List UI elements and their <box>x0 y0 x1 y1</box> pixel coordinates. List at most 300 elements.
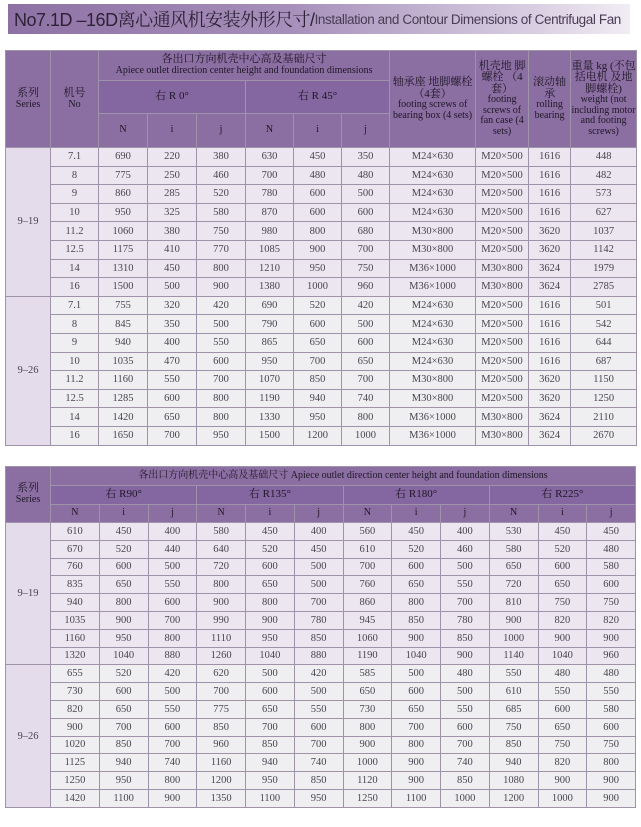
table-row <box>6 185 637 204</box>
table-cell: 1350 <box>197 789 246 807</box>
table-cell: 480 <box>441 665 490 683</box>
table-cell: 650 <box>538 718 587 736</box>
table-cell: 940 <box>489 754 538 772</box>
table-cell: 945 <box>343 611 392 629</box>
table-cell: 3620 <box>529 240 571 259</box>
table-row <box>6 540 636 558</box>
table-cell: 610 <box>51 523 100 541</box>
table-cell: 1500 <box>99 278 148 297</box>
table-cell: M20×500 <box>476 296 529 315</box>
table-cell: 530 <box>489 523 538 541</box>
header-rolling-bearing: 滚动轴承 rolling bearing <box>529 51 571 148</box>
table-cell: 650 <box>99 700 148 718</box>
table-cell: 600 <box>99 558 148 576</box>
table-cell: 650 <box>148 408 197 427</box>
table-cell: 800 <box>148 772 197 790</box>
table-cell: M30×800 <box>390 222 476 241</box>
table-row <box>6 296 637 315</box>
table-cell: 700 <box>392 718 441 736</box>
header-i: i <box>99 505 148 523</box>
dimensions-table-r90-r225 <box>5 466 636 808</box>
table-cell: 700 <box>441 594 490 612</box>
table-cell: 610 <box>489 683 538 701</box>
table-cell: 650 <box>246 576 295 594</box>
table-cell: 1085 <box>246 240 294 259</box>
table-cell: 8 <box>51 166 99 185</box>
table-cell: 550 <box>441 700 490 718</box>
table-cell: 865 <box>246 333 294 352</box>
table-cell: 800 <box>99 594 148 612</box>
table-cell: 1979 <box>571 259 637 278</box>
table-cell: 1000 <box>294 278 342 297</box>
table-cell: 600 <box>148 389 197 408</box>
table-row <box>6 718 636 736</box>
series-cell: 9–26 <box>6 296 51 445</box>
table-cell: 520 <box>99 665 148 683</box>
table-cell: 900 <box>392 629 441 647</box>
table-cell: M20×500 <box>476 333 529 352</box>
table-cell: 760 <box>51 558 100 576</box>
table-row <box>6 754 636 772</box>
title-cn: No7.1D –16D离心通风机安装外形尺寸/ <box>14 10 315 30</box>
table-cell: 940 <box>99 333 148 352</box>
table-row <box>6 665 636 683</box>
table-cell: 3620 <box>529 371 571 390</box>
table-cell: M24×630 <box>390 148 476 167</box>
table-cell: 650 <box>538 576 587 594</box>
table-cell: 480 <box>342 166 390 185</box>
table-cell: 940 <box>294 389 342 408</box>
table-cell: 11.2 <box>51 222 99 241</box>
table-cell: 2670 <box>571 426 637 445</box>
table-cell: 16 <box>51 278 99 297</box>
table-cell: 880 <box>148 647 197 665</box>
table-cell: 644 <box>571 333 637 352</box>
header-n: N <box>489 505 538 523</box>
table-row <box>6 333 637 352</box>
table-cell: 3624 <box>529 278 571 297</box>
table-cell: 950 <box>294 408 342 427</box>
table-cell: 780 <box>246 185 294 204</box>
table-cell: 1040 <box>246 647 295 665</box>
table-cell: 500 <box>294 558 343 576</box>
header-j: j <box>294 505 343 523</box>
table-cell: 500 <box>392 665 441 683</box>
table-cell: 600 <box>294 718 343 736</box>
table-cell: 800 <box>197 259 246 278</box>
table-cell: 480 <box>538 665 587 683</box>
table-cell: 845 <box>99 315 148 334</box>
table-cell: 950 <box>99 629 148 647</box>
series-cell: 9–26 <box>6 665 51 807</box>
table-cell: 700 <box>294 594 343 612</box>
table-cell: 700 <box>246 718 295 736</box>
table-cell: 600 <box>148 594 197 612</box>
header-r45: 右 R 45° <box>246 81 390 114</box>
table-cell: M24×630 <box>390 203 476 222</box>
header-r90: 右 R90° <box>51 486 197 505</box>
dimensions-table-r0-r45 <box>5 50 637 446</box>
table-cell: 800 <box>343 718 392 736</box>
table-cell: 1125 <box>51 754 100 772</box>
table-cell: 550 <box>148 576 197 594</box>
table-cell: 775 <box>99 166 148 185</box>
table-cell: M20×500 <box>476 315 529 334</box>
table-cell: 670 <box>51 540 100 558</box>
table-cell: 820 <box>587 611 636 629</box>
header-n: N <box>343 505 392 523</box>
table-cell: M20×500 <box>476 240 529 259</box>
table-cell: 500 <box>441 558 490 576</box>
table-cell: 1100 <box>246 789 295 807</box>
table-cell: 600 <box>99 683 148 701</box>
table-cell: 640 <box>197 540 246 558</box>
table-row <box>6 523 636 541</box>
table-cell: 730 <box>51 683 100 701</box>
table-row <box>6 203 637 222</box>
table-cell: 880 <box>294 647 343 665</box>
table-cell: 1060 <box>99 222 148 241</box>
table-cell: 700 <box>148 611 197 629</box>
table-cell: 850 <box>294 371 342 390</box>
table-cell: 1380 <box>246 278 294 297</box>
table-cell: 1330 <box>246 408 294 427</box>
table-cell: 1200 <box>197 772 246 790</box>
table-cell: 600 <box>587 576 636 594</box>
table-cell: 820 <box>538 754 587 772</box>
table-cell: M36×1000 <box>390 259 476 278</box>
table-cell: 850 <box>246 736 295 754</box>
table-cell: 400 <box>441 523 490 541</box>
table-cell: 1210 <box>246 259 294 278</box>
table-cell: 550 <box>197 333 246 352</box>
table-cell: 850 <box>441 629 490 647</box>
table-cell: 550 <box>489 665 538 683</box>
table-cell: 500 <box>441 683 490 701</box>
table-cell: 960 <box>587 647 636 665</box>
header-i: i <box>392 505 441 523</box>
table-cell: 500 <box>148 278 197 297</box>
table-cell: 1035 <box>99 352 148 371</box>
table-cell: M24×630 <box>390 333 476 352</box>
table-cell: 1020 <box>51 736 100 754</box>
table-cell: 700 <box>342 240 390 259</box>
table-cell: 850 <box>294 772 343 790</box>
header-r0: 右 R 0° <box>99 81 246 114</box>
table-cell: M36×1000 <box>390 408 476 427</box>
table-row <box>6 576 636 594</box>
table-cell: 2785 <box>571 278 637 297</box>
table-cell: 820 <box>538 611 587 629</box>
table-cell: 400 <box>294 523 343 541</box>
table-cell: 900 <box>587 629 636 647</box>
table-row <box>6 408 637 427</box>
table-cell: M30×800 <box>476 408 529 427</box>
table-cell: 450 <box>246 523 295 541</box>
table-cell: 800 <box>392 736 441 754</box>
table-cell: 482 <box>571 166 637 185</box>
table-cell: 720 <box>489 576 538 594</box>
table-cell: 900 <box>148 789 197 807</box>
table-cell: 850 <box>197 718 246 736</box>
table-cell: 450 <box>148 259 197 278</box>
table-cell: 900 <box>392 772 441 790</box>
table-cell: M30×800 <box>390 240 476 259</box>
table-cell: 2110 <box>571 408 637 427</box>
table-cell: 250 <box>148 166 197 185</box>
table-cell: 950 <box>294 259 342 278</box>
header-n: N <box>99 114 148 148</box>
table-cell: M20×500 <box>476 203 529 222</box>
table-cell: 14 <box>51 259 99 278</box>
table-cell: 585 <box>343 665 392 683</box>
table-cell: 1260 <box>197 647 246 665</box>
table-cell: 900 <box>343 736 392 754</box>
table-cell: 1037 <box>571 222 637 241</box>
table-cell: 600 <box>294 315 342 334</box>
table-cell: 650 <box>294 333 342 352</box>
series-cell: 9–19 <box>6 148 51 297</box>
table-row <box>6 240 637 259</box>
header-n: N <box>246 114 294 148</box>
table-cell: 600 <box>441 718 490 736</box>
header-j: j <box>441 505 490 523</box>
table-cell: 780 <box>294 611 343 629</box>
table-cell: 1160 <box>197 754 246 772</box>
table-cell: 580 <box>197 203 246 222</box>
table-cell: M30×800 <box>476 259 529 278</box>
table-cell: 500 <box>294 576 343 594</box>
table-cell: 700 <box>148 736 197 754</box>
table-cell: 1616 <box>529 166 571 185</box>
table-cell: 900 <box>587 772 636 790</box>
table-cell: 1080 <box>489 772 538 790</box>
table-cell: M20×500 <box>476 185 529 204</box>
header-no: 机号 No <box>51 51 99 148</box>
table-row <box>6 371 637 390</box>
table-cell: 775 <box>197 700 246 718</box>
table-cell: 600 <box>148 718 197 736</box>
table-cell: 1500 <box>246 426 294 445</box>
table-cell: 1000 <box>489 629 538 647</box>
table-cell: 600 <box>246 683 295 701</box>
table-cell: M30×800 <box>476 426 529 445</box>
table-cell: M20×500 <box>476 352 529 371</box>
table-cell: 550 <box>441 576 490 594</box>
table-cell: 900 <box>197 594 246 612</box>
table-cell: 600 <box>392 683 441 701</box>
table-cell: M30×800 <box>476 278 529 297</box>
table-cell: 850 <box>294 629 343 647</box>
table-row <box>6 700 636 718</box>
table-cell: 3624 <box>529 408 571 427</box>
table-cell: 450 <box>294 148 342 167</box>
table-cell: M20×500 <box>476 166 529 185</box>
table-row <box>6 736 636 754</box>
title-en: Installation and Contour Dimensions of Centrifugal Fan <box>314 11 621 27</box>
table-cell: 950 <box>99 772 148 790</box>
table-cell: 400 <box>148 333 197 352</box>
table-cell: 740 <box>441 754 490 772</box>
table-cell: 1070 <box>246 371 294 390</box>
table-cell: 600 <box>197 352 246 371</box>
table-cell: 1616 <box>529 333 571 352</box>
table-cell: 501 <box>571 296 637 315</box>
table-cell: 580 <box>587 558 636 576</box>
table-cell: 700 <box>342 371 390 390</box>
table-cell: 600 <box>294 185 342 204</box>
table-cell: 7.1 <box>51 148 99 167</box>
table-row <box>6 789 636 807</box>
table-cell: 450 <box>392 523 441 541</box>
table-cell: 800 <box>197 389 246 408</box>
table-cell: 730 <box>343 700 392 718</box>
table-cell: 1420 <box>51 789 100 807</box>
table-cell: 1000 <box>538 789 587 807</box>
table-cell: 520 <box>197 185 246 204</box>
table-cell: 800 <box>392 594 441 612</box>
table-cell: 850 <box>392 611 441 629</box>
table-cell: 750 <box>342 259 390 278</box>
table-cell: 410 <box>148 240 197 259</box>
header-series: 系列 Series <box>6 51 51 148</box>
table-cell: 650 <box>99 576 148 594</box>
table-cell: 770 <box>197 240 246 259</box>
table-cell: 10 <box>51 203 99 222</box>
table-cell: 9 <box>51 333 99 352</box>
series-cell: 9–19 <box>6 523 51 665</box>
table-cell: 450 <box>587 523 636 541</box>
table-cell: 700 <box>197 683 246 701</box>
table-cell: 900 <box>99 611 148 629</box>
table-cell: 950 <box>246 772 295 790</box>
table-cell: 500 <box>342 185 390 204</box>
table-cell: 835 <box>51 576 100 594</box>
table-cell: 850 <box>489 736 538 754</box>
header-r180: 右 R180° <box>343 486 489 505</box>
table-cell: 1190 <box>246 389 294 408</box>
table-cell: M30×800 <box>390 389 476 408</box>
table-cell: 690 <box>99 148 148 167</box>
table-cell: 8 <box>51 315 99 334</box>
table-cell: 650 <box>392 576 441 594</box>
table-cell: 1616 <box>529 352 571 371</box>
table-cell: 1160 <box>99 371 148 390</box>
table-cell: 500 <box>294 683 343 701</box>
table-cell: 1200 <box>489 789 538 807</box>
table-cell: 580 <box>197 523 246 541</box>
table-cell: 1310 <box>99 259 148 278</box>
table-cell: 600 <box>587 718 636 736</box>
table-cell: 900 <box>489 611 538 629</box>
table-cell: 520 <box>538 540 587 558</box>
table-cell: 600 <box>538 700 587 718</box>
table-cell: 960 <box>197 736 246 754</box>
header-fan-case-screws: 机壳地 脚螺栓 （4套） footing screws of fan case (4 sets) <box>476 51 529 148</box>
table-cell: 700 <box>294 736 343 754</box>
header-i: i <box>246 505 295 523</box>
table-row <box>6 683 636 701</box>
table-cell: 687 <box>571 352 637 371</box>
table-cell: 700 <box>99 718 148 736</box>
table-cell: 16 <box>51 426 99 445</box>
table-cell: 440 <box>148 540 197 558</box>
table-cell: 542 <box>571 315 637 334</box>
table-cell: 350 <box>342 148 390 167</box>
table-cell: 550 <box>148 371 197 390</box>
table-cell: 1420 <box>99 408 148 427</box>
table-cell: 610 <box>343 540 392 558</box>
table-cell: M20×500 <box>476 222 529 241</box>
table-cell: 1616 <box>529 203 571 222</box>
header-i: i <box>148 114 197 148</box>
table-cell: 3620 <box>529 389 571 408</box>
table-cell: 1100 <box>392 789 441 807</box>
table-row <box>6 594 636 612</box>
table-cell: 1175 <box>99 240 148 259</box>
table-cell: 950 <box>99 203 148 222</box>
table-cell: 750 <box>538 594 587 612</box>
table-cell: 650 <box>343 683 392 701</box>
table-cell: 800 <box>148 629 197 647</box>
table-cell: 550 <box>587 683 636 701</box>
table-cell: 460 <box>197 166 246 185</box>
header-n: N <box>197 505 246 523</box>
table-cell: 750 <box>587 736 636 754</box>
table-cell: 1140 <box>489 647 538 665</box>
table-cell: 700 <box>197 371 246 390</box>
table-cell: 420 <box>148 665 197 683</box>
table-cell: 940 <box>51 594 100 612</box>
header-j: j <box>587 505 636 523</box>
table-cell: 740 <box>342 389 390 408</box>
table-cell: 750 <box>587 594 636 612</box>
table-cell: 500 <box>148 558 197 576</box>
table-cell: 480 <box>587 665 636 683</box>
table-cell: 900 <box>246 611 295 629</box>
table-cell: 1040 <box>392 647 441 665</box>
table-cell: 800 <box>587 754 636 772</box>
table-row <box>6 278 637 297</box>
table-cell: 900 <box>538 629 587 647</box>
table-cell: 1000 <box>342 426 390 445</box>
table-cell: 900 <box>587 789 636 807</box>
table-cell: 1035 <box>51 611 100 629</box>
table-cell: 600 <box>342 203 390 222</box>
table-cell: M20×500 <box>476 371 529 390</box>
table-row <box>6 629 636 647</box>
table-cell: 285 <box>148 185 197 204</box>
table-cell: 3624 <box>529 259 571 278</box>
table-cell: 520 <box>246 540 295 558</box>
table-cell: 650 <box>489 558 538 576</box>
table-cell: 550 <box>538 683 587 701</box>
table-cell: 800 <box>197 408 246 427</box>
table-cell: M24×630 <box>390 166 476 185</box>
table-cell: 1190 <box>343 647 392 665</box>
table-cell: 420 <box>342 296 390 315</box>
page-title-banner <box>8 4 630 34</box>
table-row <box>6 426 637 445</box>
table-cell: 950 <box>246 352 294 371</box>
table-cell: M24×630 <box>390 315 476 334</box>
table-cell: 580 <box>489 540 538 558</box>
table-cell: M20×500 <box>476 148 529 167</box>
table-cell: 850 <box>441 772 490 790</box>
table-cell: 950 <box>197 426 246 445</box>
table-cell: 650 <box>246 700 295 718</box>
table-cell: M20×500 <box>476 389 529 408</box>
